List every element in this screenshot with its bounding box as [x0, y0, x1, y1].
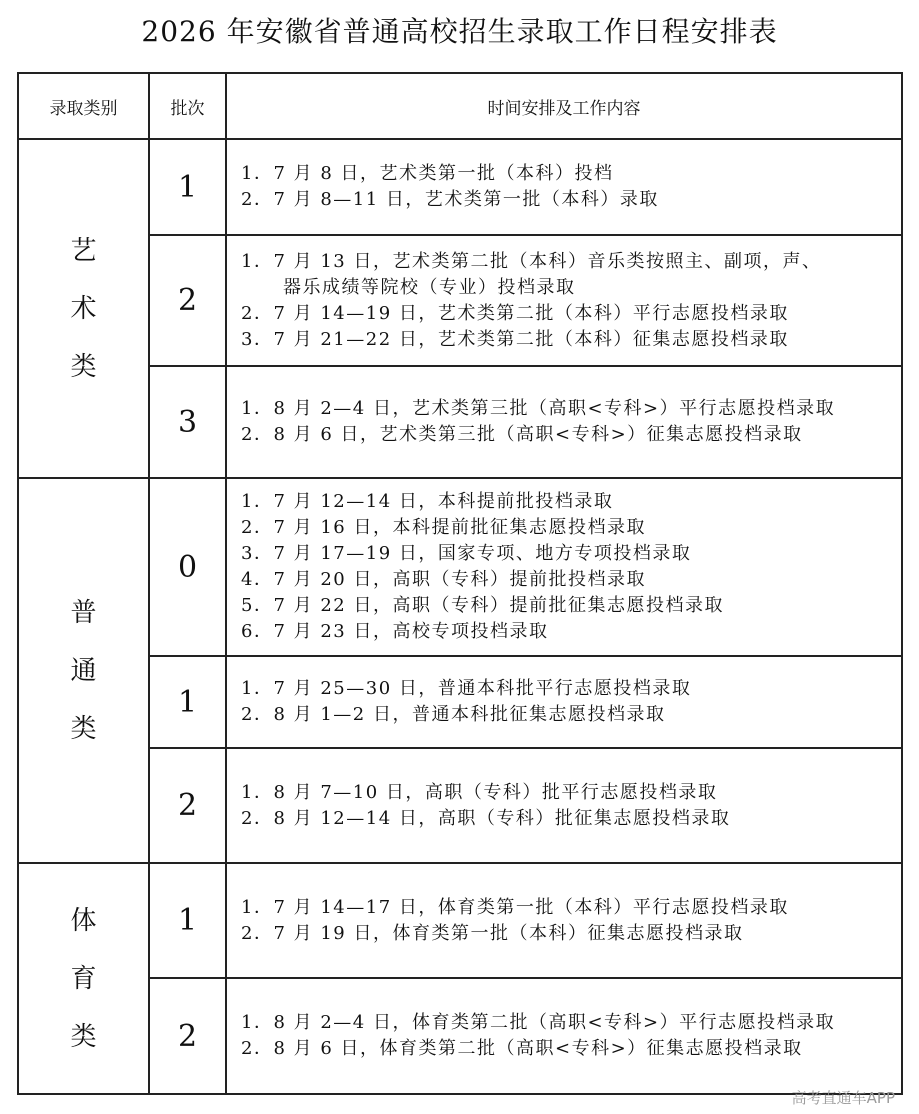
- schedule-line: 1．7 月 14—17 日，体育类第一批（本科）平行志愿投档录取: [241, 896, 789, 918]
- schedule-content: [226, 748, 902, 863]
- schedule-line: 1．7 月 8 日，艺术类第一批（本科）投档: [241, 163, 614, 184]
- watermark: 高考直通车APP: [791, 1089, 895, 1107]
- category-sports: [18, 863, 149, 1094]
- schedule-table: [17, 72, 903, 1095]
- schedule-line: 1．7 月 12—14 日，本科提前批投档录取: [241, 491, 614, 512]
- table-row: [18, 366, 902, 478]
- header-content: 时间安排及工作内容: [226, 73, 902, 139]
- page-title: 2026 年安徽省普通高校招生录取工作日程安排表: [141, 15, 778, 48]
- table-row: [18, 656, 902, 748]
- schedule-line: 5．7 月 22 日，高职（专科）提前批征集志愿投档录取: [241, 595, 724, 616]
- table-row: [18, 235, 902, 366]
- table-row: [18, 863, 902, 978]
- category-char: 类: [70, 351, 97, 382]
- category-char: 普: [70, 597, 97, 628]
- schedule-content: [226, 235, 902, 366]
- schedule-content: [226, 478, 902, 656]
- batch-number: 1: [149, 656, 226, 748]
- category-char: 类: [70, 1021, 97, 1052]
- batch-number: 2: [149, 235, 226, 366]
- batch-number: 0: [149, 478, 226, 656]
- schedule-content: [226, 139, 902, 235]
- schedule-line: 2．7 月 19 日，体育类第一批（本科）征集志愿投档录取: [241, 922, 744, 944]
- schedule-line: 2．7 月 16 日，本科提前批征集志愿投档录取: [241, 517, 646, 538]
- schedule-line: 1．7 月 25—30 日，普通本科批平行志愿投档录取: [241, 678, 692, 699]
- category-char: 体: [70, 905, 97, 936]
- batch-number: 1: [149, 863, 226, 978]
- schedule-line: 器乐成绩等院校（专业）投档录取: [283, 276, 576, 298]
- table-row: [18, 978, 902, 1094]
- table-row: [18, 748, 902, 863]
- schedule-line: 1．8 月 7—10 日，高职（专科）批平行志愿投档录取: [241, 781, 718, 803]
- batch-number: 3: [149, 366, 226, 478]
- category-art: [18, 139, 149, 478]
- schedule-line: 3．7 月 21—22 日，艺术类第二批（本科）征集志愿投档录取: [241, 328, 789, 350]
- table-row: [18, 478, 902, 656]
- batch-number: 1: [149, 139, 226, 235]
- schedule-line: 2．7 月 8—11 日，艺术类第一批（本科）录取: [241, 189, 659, 210]
- table-header-row: [18, 73, 902, 139]
- category-char: 艺: [70, 235, 97, 266]
- schedule-line: 2．8 月 6 日，艺术类第三批（高职<专科>）征集志愿投档录取: [241, 424, 803, 445]
- schedule-line: 2．8 月 1—2 日，普通本科批征集志愿投档录取: [241, 704, 666, 725]
- schedule-line: 2．8 月 12—14 日，高职（专科）批征集志愿投档录取: [241, 807, 731, 829]
- batch-number: 2: [149, 748, 226, 863]
- table-row: [18, 139, 902, 235]
- category-char: 类: [70, 713, 97, 744]
- schedule-content: [226, 863, 902, 978]
- header-category: 录取类别: [18, 73, 149, 139]
- category-char: 育: [70, 963, 97, 994]
- schedule-content: [226, 656, 902, 748]
- schedule-line: 1．7 月 13 日，艺术类第二批（本科）音乐类按照主、副项，声、: [241, 250, 822, 272]
- category-general: [18, 478, 149, 863]
- schedule-line: 3．7 月 17—19 日，国家专项、地方专项投档录取: [241, 543, 692, 564]
- schedule-line: 1．8 月 2—4 日，体育类第二批（高职<专科>）平行志愿投档录取: [241, 1012, 836, 1033]
- table-body: [18, 139, 902, 1094]
- schedule-line: 6．7 月 23 日，高校专项投档录取: [241, 621, 549, 642]
- schedule-line: 4．7 月 20 日，高职（专科）提前批投档录取: [241, 569, 646, 590]
- schedule-line: 2．7 月 14—19 日，艺术类第二批（本科）平行志愿投档录取: [241, 302, 789, 324]
- batch-number: 2: [149, 978, 226, 1094]
- schedule-content: [226, 366, 902, 478]
- category-char: 通: [70, 655, 97, 686]
- header-batch: 批次: [149, 73, 226, 139]
- category-char: 术: [70, 293, 97, 324]
- schedule-content: [226, 978, 902, 1094]
- schedule-line: 2．8 月 6 日，体育类第二批（高职<专科>）征集志愿投档录取: [241, 1038, 803, 1059]
- schedule-line: 1．8 月 2—4 日，艺术类第三批（高职<专科>）平行志愿投档录取: [241, 398, 836, 419]
